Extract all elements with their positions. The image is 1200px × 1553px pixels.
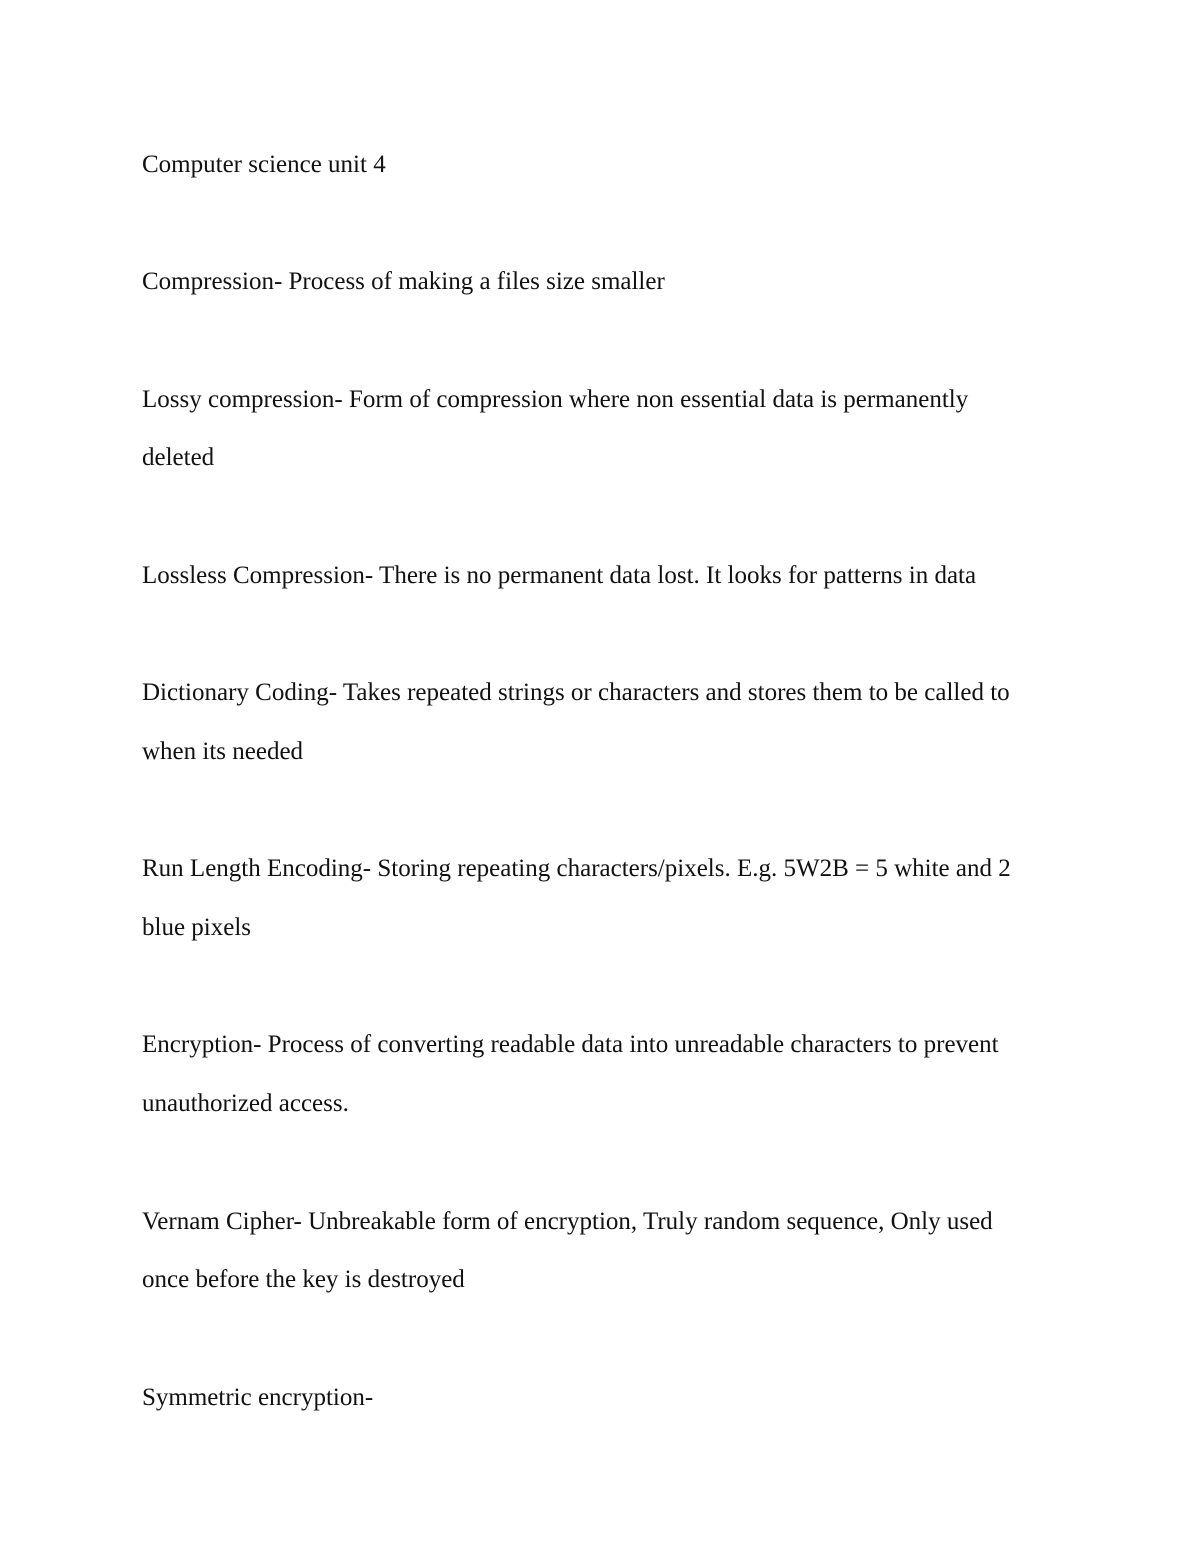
paragraph-run-length-encoding: Run Length Encoding- Storing repeating characters/pixels. E.g. 5W2B = 5 white and 2 blue pixels bbox=[142, 855, 1011, 942]
paragraph-encryption: Encryption- Process of converting readable data into unreadable characters to prevent unauthorized access. bbox=[142, 1031, 999, 1118]
paragraph-symmetric-encryption: Symmetric encryption- bbox=[142, 1383, 374, 1411]
paragraph-lossy-compression: Lossy compression- Form of compression where non essential data is permanently deleted bbox=[142, 385, 969, 472]
document-body bbox=[142, 136, 1042, 1486]
document-title: Computer science unit 4 bbox=[142, 151, 386, 178]
paragraph-vernam-cipher: Vernam Cipher- Unbreakable form of encryption, Truly random sequence, Only used once before the key is destroyed bbox=[142, 1207, 993, 1294]
paragraph-dictionary-coding: Dictionary Coding- Takes repeated strings or characters and stores them to be called to when its needed bbox=[142, 679, 1010, 765]
paragraph-lossless-compression: Lossless Compression- There is no permanent data lost. It looks for patterns in data bbox=[142, 561, 977, 589]
paragraph-compression: Compression- Process of making a files size smaller bbox=[142, 268, 665, 296]
